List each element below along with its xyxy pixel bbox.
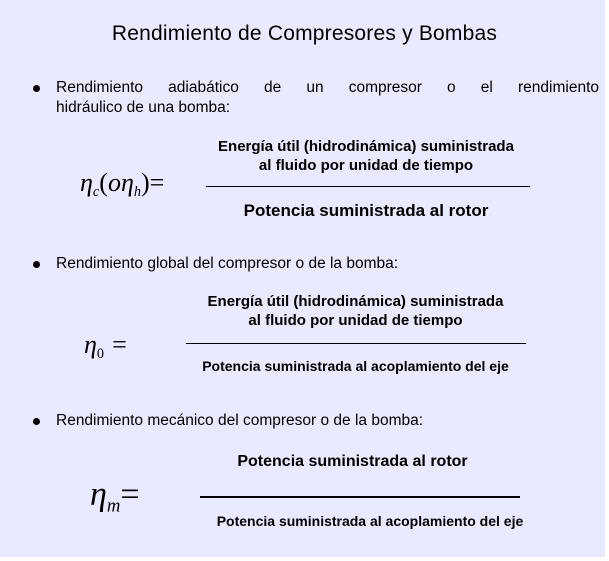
fraction-numerator xyxy=(183,292,528,330)
subscript-c: c xyxy=(92,184,100,200)
bullet-dot xyxy=(33,418,40,425)
slide-title: Rendimiento de Compresores y Bombas xyxy=(111,22,498,45)
bullet-text-global: Rendimiento global del compresor o de la bomba: xyxy=(56,255,399,272)
or-word: o xyxy=(107,168,121,197)
numerator-line: Energía útil (hidrodinámica) suministrada xyxy=(218,138,514,155)
bullet-text-mechanical: Rendimiento mecánico del compresor o de la bomba: xyxy=(56,412,424,429)
paren-open: ( xyxy=(99,168,108,197)
bullet-dot xyxy=(33,261,40,268)
bullet-text-adiabatic xyxy=(56,78,599,118)
formula-lhs-adiabatic xyxy=(80,168,164,201)
fraction-numerator: Potencia suministrada al rotor xyxy=(237,453,468,470)
subscript-h: h xyxy=(133,184,141,200)
fraction-bar xyxy=(200,496,520,498)
numerator-line: Energía útil (hidrodinámica) suministrada xyxy=(207,293,504,310)
numerator-line: al fluido por unidad de tiempo xyxy=(248,312,463,329)
paren-close: ) xyxy=(141,168,150,197)
fraction-bar xyxy=(206,186,530,187)
equals-sign: = xyxy=(112,330,127,359)
fraction-denominator: Potencia suministrada al acoplamiento del eje xyxy=(216,513,524,529)
bullet-text-line: Rendimiento adiabático de un compresor o el rendimiento xyxy=(56,79,599,96)
subscript-0: 0 xyxy=(96,346,105,362)
fraction-denominator: Potencia suministrada al acoplamiento del eje xyxy=(202,358,509,374)
formula-lhs-global xyxy=(84,330,127,363)
eta-symbol: η xyxy=(80,168,93,197)
fraction-numerator xyxy=(196,137,536,175)
eta-symbol: η xyxy=(120,168,134,197)
fraction-denominator: Potencia suministrada al rotor xyxy=(243,201,489,220)
fraction-bar xyxy=(186,343,526,344)
numerator-line: al fluido por unidad de tiempo xyxy=(258,157,474,174)
equals-sign: = xyxy=(149,168,165,197)
bullet-dot xyxy=(33,85,40,92)
equals-sign: = xyxy=(120,476,140,513)
eta-symbol: η xyxy=(90,476,107,513)
eta-symbol: η xyxy=(84,330,97,359)
subscript-m: m xyxy=(106,495,121,517)
formula-lhs-mechanical xyxy=(90,476,140,518)
bullet-text-line: hidráulico de una bomba: xyxy=(56,99,231,116)
